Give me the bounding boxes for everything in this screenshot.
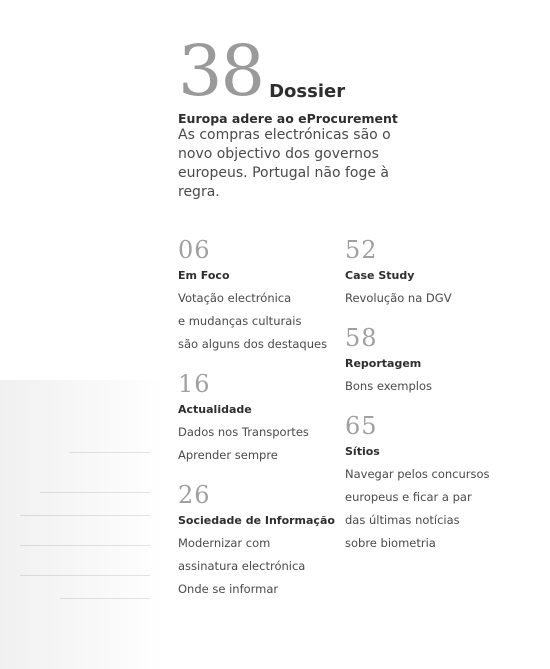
toc-entry-line: Navegar pelos concursos [345,467,490,481]
toc-page-number: 52 [345,236,378,264]
bleed-through-line [20,575,150,576]
bleed-through-line [70,452,150,453]
toc-section-title: Em Foco [178,269,230,282]
toc-entry-line: sobre biometria [345,536,436,550]
toc-entry-line: Dados nos Transportes [178,425,309,439]
toc-entry-sitios[interactable] [345,412,525,555]
toc-entry-line: Revolução na DGV [345,291,452,305]
toc-section-title: Actualidade [178,403,252,416]
dossier-subtitle: Europa adere ao eProcurement [178,111,398,126]
dossier-page-number: 38 [178,30,264,112]
toc-page-number: 16 [178,370,211,398]
toc-entry-reportagem[interactable] [345,324,525,398]
bleed-through-line [20,515,150,516]
toc-page-number: 26 [178,481,211,509]
toc-entry-sociedade-de-informacao[interactable] [178,481,343,601]
dossier-label: Dossier [269,81,346,102]
toc-section-title: Sociedade de Informação [178,514,335,527]
toc-entry-case-study[interactable] [345,236,525,310]
toc-section-title: Case Study [345,269,415,282]
toc-entry-actualidade[interactable] [178,370,343,467]
toc-entry-line: Aprender sempre [178,448,278,462]
toc-page-number: 06 [178,236,211,264]
toc-entry-line: Modernizar com [178,536,271,550]
toc-entry-em-foco[interactable] [178,236,343,356]
toc-page-number: 65 [345,412,378,440]
bleed-through-line [40,492,150,493]
toc-entry-line: Votação electrónica [178,291,292,305]
page-bleed-shadow [0,380,165,669]
bleed-through-line [20,545,150,546]
dossier-feature[interactable] [178,30,478,202]
toc-entry-line: e mudanças culturais [178,314,302,328]
toc-entry-line: Bons exemplos [345,379,432,393]
toc-right-column [345,236,525,569]
toc-entry-line: assinatura electrónica [178,559,306,573]
toc-entry-line: das últimas notícias [345,513,460,527]
toc-page-number: 58 [345,324,378,352]
toc-entry-line: europeus e ficar a par [345,490,472,504]
dossier-description: As compras electrónicas são o novo objectivo dos governos europeus. Portugal não foge à regra. [178,127,391,200]
bleed-through-line [60,598,150,599]
dossier-heading [178,30,478,112]
toc-section-title: Sítios [345,445,380,458]
toc-section-title: Reportagem [345,357,422,370]
toc-entry-line: Onde se informar [178,582,279,596]
toc-left-column [178,236,343,615]
toc-entry-line: são alguns dos destaques [178,337,328,351]
